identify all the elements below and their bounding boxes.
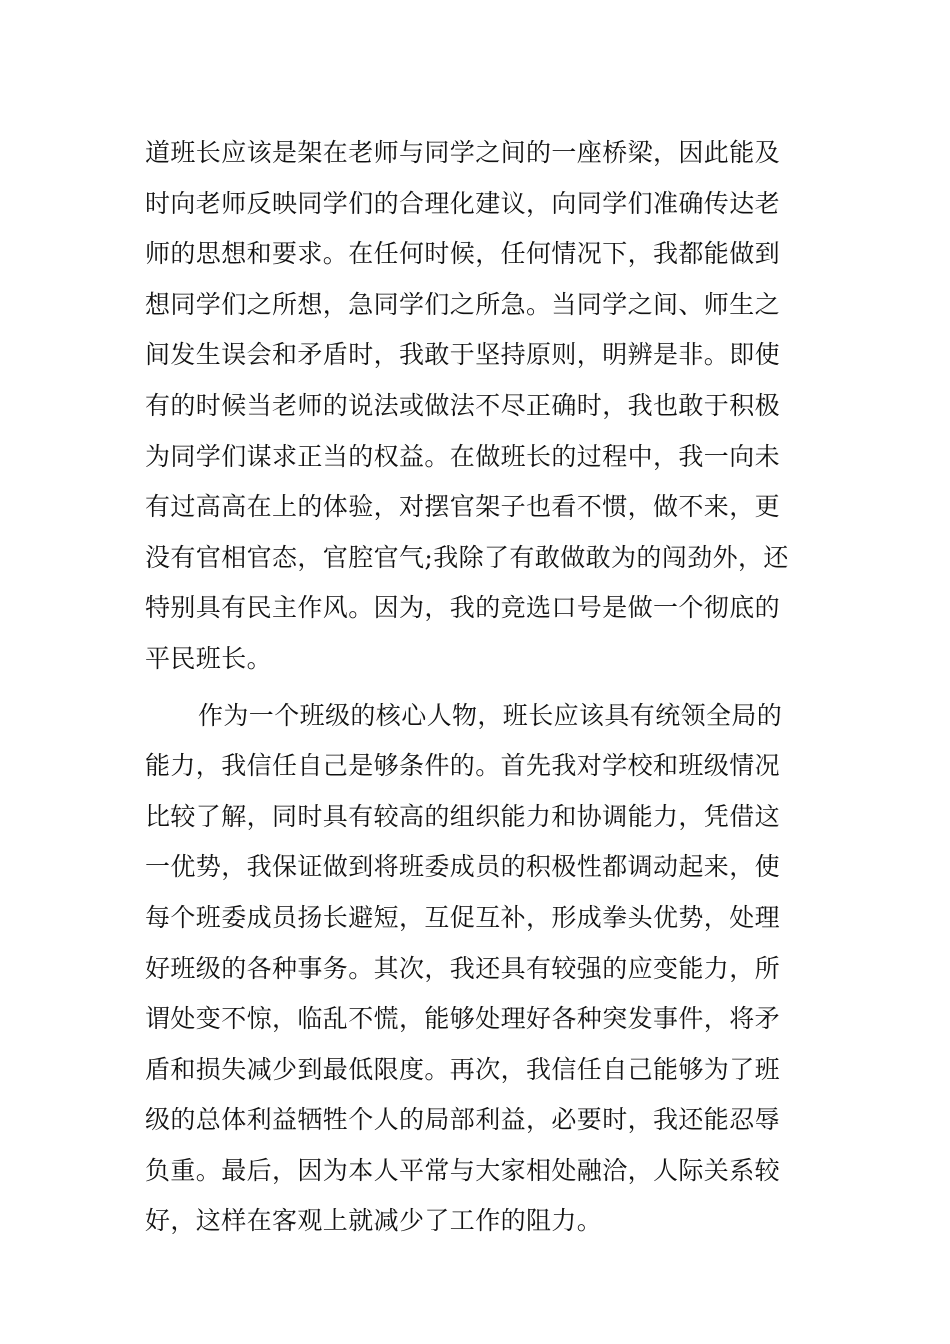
paragraph-2: [145, 691, 810, 1248]
paragraph-line: 间发生误会和矛盾时，我敢于坚持原则，明辨是非。即使: [145, 340, 781, 370]
paragraph-line: 有过高高在上的体验，对摆官架子也看不惯，做不来，更: [145, 492, 781, 522]
paragraph-line: 盾和损失减少到最低限度。再次，我信任自己能够为了班: [145, 1054, 781, 1084]
paragraph-line: 比较了解，同时具有较高的组织能力和协调能力，凭借这: [145, 801, 781, 831]
paragraph-line: 负重。最后，因为本人平常与大家相处融洽，人际关系较: [145, 1155, 781, 1185]
paragraph-1: [145, 128, 810, 685]
paragraph-line: 为同学们谋求正当的权益。在做班长的过程中，我一向未: [145, 441, 781, 471]
paragraph-line: 好，这样在客观上就减少了工作的阻力。: [145, 1206, 603, 1236]
paragraph-line: 每个班委成员扬长避短，互促互补，形成拳头优势，处理: [145, 902, 781, 932]
paragraph-line: 有的时候当老师的说法或做法不尽正确时，我也敢于积极: [145, 390, 781, 420]
paragraph-line: 道班长应该是架在老师与同学之间的一座桥梁，因此能及: [145, 138, 781, 167]
paragraph-line: 好班级的各种事务。其次，我还具有较强的应变能力，所: [145, 953, 781, 983]
paragraph-line: 师的思想和要求。在任何时候，任何情况下，我都能做到: [145, 239, 781, 269]
paragraph-line: 谓处变不惊，临乱不慌，能够处理好各种突发事件，将矛: [145, 1004, 781, 1034]
paragraph-line: 特别具有民主作风。因为，我的竞选口号是做一个彻底的: [145, 593, 781, 623]
paragraph-line: 级的总体利益牺牲个人的局部利益，必要时，我还能忍辱: [145, 1105, 781, 1135]
paragraph-line: 作为一个班级的核心人物，班长应该具有统领全局的: [198, 700, 783, 730]
paragraph-line: 没有官相官态，官腔官气;我除了有敢做敢为的闯劲外，还: [145, 542, 789, 572]
paragraph-line: 能力，我信任自己是够条件的。首先我对学校和班级情况: [145, 751, 781, 781]
paragraph-line: 平民班长。: [145, 643, 273, 673]
document-body: [145, 128, 810, 1247]
paragraph-line: 一优势，我保证做到将班委成员的积极性都调动起来，使: [145, 852, 781, 882]
paragraph-line: 时向老师反映同学们的合理化建议，向同学们准确传达老: [145, 188, 781, 218]
paragraph-line: 想同学们之所想，急同学们之所急。当同学之间、师生之: [145, 289, 781, 319]
